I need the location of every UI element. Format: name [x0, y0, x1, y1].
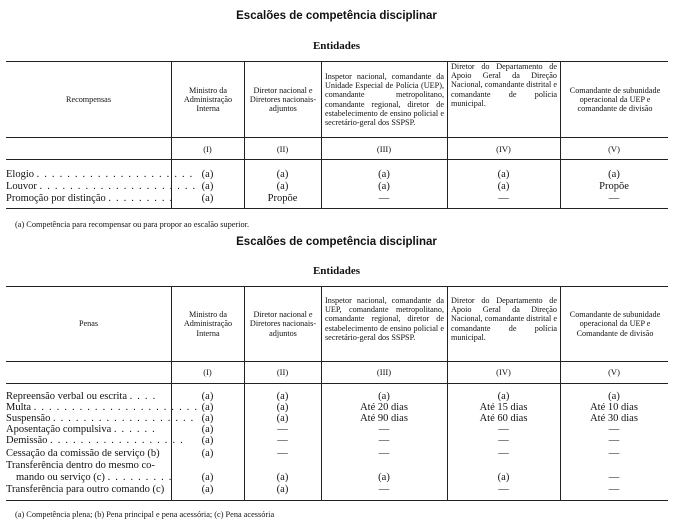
cell: (a) [497, 169, 510, 180]
cell: — [378, 424, 390, 435]
table2-bottom-rule [6, 500, 668, 501]
cell: (a) [201, 484, 214, 495]
row-label: Elogio . . . . . . . . . . . . . . . . . . . . . [6, 169, 194, 180]
cell: Até 30 dias [590, 413, 638, 424]
table1-roman-iv: (IV) [496, 144, 511, 154]
cell: — [498, 193, 509, 204]
cell: Propõe [267, 193, 298, 204]
table1-roman-iii: (III) [376, 144, 392, 154]
table1-subtitle: Entidades [312, 40, 361, 52]
table1-roman-v: (V) [608, 144, 620, 154]
row-label: Transferência para outro comando (c) [6, 484, 165, 495]
row-label: Repreensão verbal ou escrita . . . . [6, 391, 157, 402]
table1-header-rule [6, 137, 668, 138]
table1-bottom-rule [6, 208, 668, 209]
cell: (a) [497, 472, 510, 483]
cell: (a) [378, 181, 390, 192]
table2-col-header-ii: Diretor nacional e Diretores nacionais-adjuntos [249, 310, 317, 338]
cell: (a) [497, 181, 510, 192]
cell: — [608, 472, 620, 483]
cell: Até 20 dias [360, 402, 408, 413]
cell: (a) [608, 169, 620, 180]
cell: Até 15 dias [479, 402, 528, 413]
cell: (a) [497, 391, 510, 402]
table1-row-header: Recompensas [65, 94, 112, 104]
cell: — [277, 424, 288, 435]
table1-col-header-ii: Diretor nacional e Diretores nacionais-adjuntos [249, 85, 317, 114]
cell: (a) [276, 181, 289, 192]
table2-roman-iv: (IV) [496, 367, 511, 377]
cell: — [608, 193, 620, 204]
cell: — [608, 435, 620, 446]
cell: — [378, 193, 390, 204]
table2-header-rule [6, 361, 668, 362]
cell: Até 10 dias [590, 402, 638, 413]
cell: (a) [378, 472, 390, 483]
cell: — [277, 448, 288, 459]
table2-footnote: (a) Competência plena; (b) Pena principal e pena acessória; (c) Pena acessória [15, 510, 275, 519]
cell: (a) [201, 402, 214, 413]
table1-footnote: (a) Competência para recompensar ou para propor ao escalão superior. [15, 220, 250, 229]
cell: — [608, 484, 620, 495]
table2-roman-i: (I) [203, 367, 212, 377]
cell: — [608, 448, 620, 459]
table1-title: Escalões de competência disciplinar [236, 10, 437, 22]
cell: — [378, 435, 390, 446]
table1-roman-i: (I) [203, 144, 212, 154]
table1-col-header-iii: Inspetor nacional, comandante da Unidade Especial de Polícia (UEP), comandante metropolitano, comandante regional, diretor de estabelecimento de ensino policial e secretário-geral dos SSPSP. [325, 71, 444, 128]
table2-col-header-iv: Diretor do Departamento de Apoio Geral da Direção Nacional, comandante distrital e comandante de polícia municipal. [451, 295, 557, 342]
cell: (a) [276, 169, 289, 180]
cell: (a) [201, 424, 214, 435]
cell: (a) [201, 472, 214, 483]
cell: (a) [201, 435, 214, 446]
row-label: Louvor . . . . . . . . . . . . . . . . . . . . . [6, 181, 197, 192]
table2-roman-rule [6, 383, 668, 384]
cell: Propõe [599, 181, 629, 192]
cell: — [498, 435, 509, 446]
table2-col-header-i: Ministro da Administração Interna [183, 310, 233, 338]
table2-col-header-v: Comandante de subunidade operacional da UEP e Comandante de divisão [569, 310, 661, 338]
cell: (a) [201, 391, 214, 402]
cell: — [277, 435, 288, 446]
table2-roman-ii: (II) [276, 367, 289, 377]
row-label: Demissão . . . . . . . . . . . . . . . . . . [6, 435, 184, 446]
row-label: Cessação da comissão de serviço (b) [6, 448, 160, 459]
table1-col-header-v: Comandante de subunidade operacional da UEP e comandante de divisão [569, 85, 661, 114]
table1-roman-ii: (II) [276, 144, 289, 154]
cell: — [378, 448, 390, 459]
row-label: Multa . . . . . . . . . . . . . . . . . . . . . . [6, 402, 199, 413]
cell: (a) [378, 169, 390, 180]
row-label: Aposentação compulsiva . . . . . . [6, 424, 156, 435]
table1-col-header-iv: Diretor do Departamento de Apoio Geral da Direção Nacional, comandante distrital e comandante de polícia municipal. [451, 61, 557, 108]
row-label: Promoção por distinção . . . . . . . . . [6, 193, 174, 204]
cell: (a) [608, 391, 620, 402]
table2-roman-iii: (III) [376, 367, 392, 377]
cell: Até 90 dias [360, 413, 408, 424]
cell: Até 60 dias [479, 413, 528, 424]
table2-subtitle: Entidades [312, 265, 361, 277]
table1-col-header-i: Ministro da Administração Interna [183, 85, 233, 114]
cell: (a) [276, 484, 289, 495]
cell: — [608, 424, 620, 435]
cell: (a) [276, 413, 289, 424]
cell: (a) [201, 169, 214, 180]
cell: (a) [201, 181, 214, 192]
cell: (a) [276, 391, 289, 402]
cell: (a) [378, 391, 390, 402]
cell: (a) [201, 413, 214, 424]
table2-col-header-iii: Inspetor nacional, comandante da UEP, comandante metropolitano, comandante regional, diretor de estabelecimento de ensino policial e secretário-geral dos SSPSP. [325, 295, 444, 342]
cell: (a) [201, 448, 214, 459]
cell: — [498, 424, 509, 435]
cell: (a) [276, 402, 289, 413]
table2-roman-v: (V) [608, 367, 620, 377]
row-label: Transferência dentro do mesmo co- [6, 460, 155, 471]
row-label-continuation: mando ou serviço (c) . . . . . . . . . [16, 472, 173, 483]
table2-row-header: Penas [78, 319, 99, 329]
row-label: Suspensão . . . . . . . . . . . . . . . . . . . [6, 413, 195, 424]
table2-title: Escalões de competência disciplinar [236, 236, 437, 248]
cell: (a) [276, 472, 289, 483]
cell: (a) [201, 193, 214, 204]
cell: — [498, 448, 509, 459]
cell: — [378, 484, 390, 495]
table1-roman-rule [6, 159, 668, 160]
cell: — [498, 484, 509, 495]
